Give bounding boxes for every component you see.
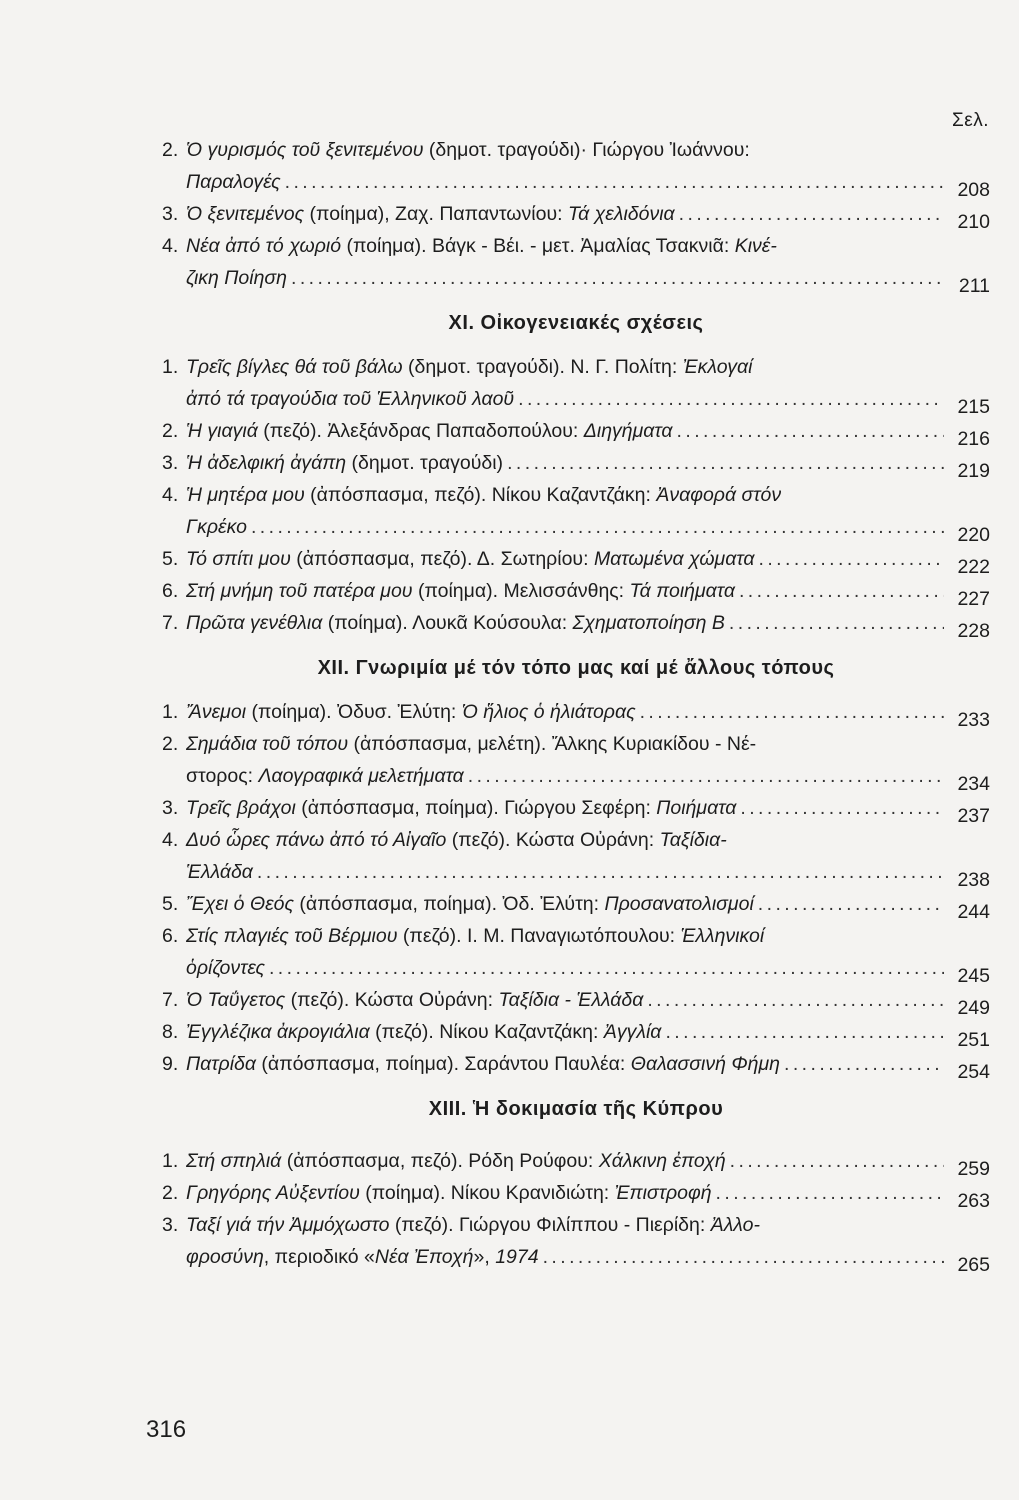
entry-work: Ταξίδια- [659,829,727,851]
entry-work-cont: ὁρίζοντες [186,957,265,979]
dot-leader [740,792,944,824]
toc-entry [162,447,990,482]
entry-source: (δημοτ. τραγούδι). Ν. Γ. Πολίτη: [402,356,683,378]
table-of-contents [162,134,990,1276]
entry-work: Ἐπιστροφή [614,1182,712,1204]
entry-source: (ἀπόσπασμα, ποίημα). Γιώργου Σεφέρη: [295,797,657,819]
entry-work: Ἀναφορά στόν [656,484,782,506]
toc-entry [162,198,990,233]
entry-title: Ἔχει ὁ Θεός [186,893,295,915]
entry-work-cont: ζικη Ποίηση [186,267,287,289]
entry-title: Ὁ ξενιτεμένος [186,203,305,225]
entry-source: (ἀπόσπασμα, ποίημα). Σαράντου Παυλέα: [256,1053,631,1075]
section-heading: XII. Γνωριμία μέ τόν τόπο μας καί μέ ἄλλους τόπους [317,657,835,679]
dot-leader [543,1241,944,1273]
toc-entry [162,415,990,450]
entry-number: 8. [162,1021,179,1043]
dot-leader [291,262,944,294]
dot-leader [257,856,944,888]
entry-number: 3. [162,203,179,225]
dot-leader [759,543,945,575]
entry-work-cont: Γκρέκο [186,516,247,538]
entry-page: 216 [957,428,990,450]
toc-entry [162,134,990,201]
entry-source: (πεζό). Γιώργου Φιλίππου - Πιερίδη: [389,1214,711,1236]
entry-work: Ταξίδια - Ἑλλάδα [498,989,644,1011]
entry-work: Ματωμένα χώματα [593,548,755,570]
entry-source: (πεζό). Νίκου Καζαντζάκη: [369,1021,604,1043]
entry-source: (πεζό). Κώστα Οὐράνη: [285,989,499,1011]
toc-entry [162,728,990,795]
entry-page: 233 [957,709,990,731]
entry-number: 1. [162,701,179,723]
dot-leader [647,984,944,1016]
entry-number: 6. [162,925,179,947]
dot-leader [739,575,944,607]
dot-leader [507,447,944,479]
dot-leader [758,888,944,920]
dot-leader [677,415,944,447]
dot-leader [518,383,944,415]
entry-number: 9. [162,1053,179,1075]
entry-page: 244 [957,901,990,923]
entry-title: Δυό ὧρες πάνω ἀπό τό Αἰγαῖο [186,829,447,851]
dot-leader [269,952,944,984]
toc-entry [162,607,990,642]
dot-leader [285,166,944,198]
entry-number: 5. [162,893,179,915]
entry-work: Ποιήματα [656,797,737,819]
entry-work: Χάλκινη ἐποχή [598,1150,726,1172]
entry-title: Ἐγγλέζικα ἀκρογιάλια [186,1021,370,1043]
entry-title: Ὁ γυρισμός τοῦ ξενιτεμένου [186,139,424,161]
toc-entry [162,888,990,923]
entry-page: 234 [957,773,990,795]
entry-page: 251 [957,1029,990,1051]
entry-source: (πεζό). Κώστα Οὐράνη: [446,829,660,851]
dot-leader [468,760,944,792]
entry-work: Σχηματοποίηση Β [572,612,725,634]
page-number: 316 [146,1416,187,1443]
entry-work: Θαλασσινή Φήμη [630,1053,781,1075]
entry-number: 1. [162,356,179,378]
entry-source: (ποίημα). Βάγκ - Βέι. - μετ. Ἀμαλίας Τσακνιᾶ: [341,235,735,257]
section-heading: XI. Οἰκογενειακές σχέσεις [448,312,704,334]
entry-work: Ὁ ἥλιος ὁ ἡλιάτορας [461,701,636,723]
toc-entry [162,543,990,578]
entry-work: Προσανατολισμοί [604,893,754,915]
entry-number: 5. [162,548,179,570]
entry-title: Πατρίδα [186,1053,257,1075]
entry-work: Τά ποιήματα [629,580,735,602]
entry-source: (δημοτ. τραγούδι) [346,452,504,474]
entry-work: Ἀλλο- [710,1214,760,1236]
entry-title: Γρηγόρης Αὐξεντίου [186,1182,360,1204]
toc-entry [162,1016,990,1051]
entry-page: 238 [957,869,990,891]
entry-page: 227 [957,588,990,610]
toc-entry [162,575,990,610]
entry-number: 3. [162,797,179,819]
entry-title: Ἄνεμοι [186,701,247,723]
entry-source: (δημοτ. τραγούδι)· Γιώργου Ἰωάννου: [423,139,750,161]
entry-title: Στή σπηλιά [186,1150,282,1172]
entry-page: 210 [957,211,990,233]
entry-page: 219 [957,460,990,482]
entry-work: Ἑλληνικοί [680,925,765,947]
entry-work-cont: φροσύνη [186,1246,264,1268]
entry-source: (ἀπόσπασμα, ποίημα). Ὀδ. Ἐλύτη: [294,893,605,915]
entry-number: 3. [162,1214,179,1236]
entry-page: 220 [957,524,990,546]
entry-title: Στή μνήμη τοῦ πατέρα μου [186,580,413,602]
entry-title: Ἡ γιαγιά [186,420,258,442]
entry-title: Ταξί γιά τήν Ἀμμόχωστο [186,1214,390,1236]
entry-page: 208 [957,179,990,201]
toc-entry [162,984,990,1019]
dot-leader [251,511,944,543]
entry-work: Τά χελιδόνια [567,203,675,225]
toc-entry [162,696,990,731]
entry-work: Ἐκλογαί [682,356,753,378]
entry-source: (ποίημα). Ὀδυσ. Ἐλύτη: [246,701,462,723]
entry-title: Στίς πλαγιές τοῦ Βέρμιου [186,925,398,947]
section-heading: XIII. Ἡ δοκιμασία τῆς Κύπρου [428,1098,724,1120]
entry-source: (πεζό). Ι. Μ. Παναγιωτόπουλου: [397,925,681,947]
dot-leader [665,1016,944,1048]
entry-work: Λαογραφικά μελετήματα [258,765,464,787]
entry-source: (ἀπόσπασμα, πεζό). Ρόδη Ρούφου: [281,1150,599,1172]
entry-number: 2. [162,733,179,755]
entry-number: 3. [162,452,179,474]
entry-page: 265 [957,1254,990,1276]
dot-leader [784,1048,944,1080]
entry-number: 4. [162,484,179,506]
toc-entry [162,920,990,987]
entry-work: Κινέ- [734,235,777,257]
entry-title: Ὁ Ταΰγετος [186,989,286,1011]
toc-entry [162,824,990,891]
entry-work-cont: Ἑλλάδα [186,861,253,883]
entry-title: Τρεῖς βράχοι [186,797,296,819]
toc-entry [162,479,990,546]
toc-entry [162,1145,990,1180]
entry-number: 7. [162,989,179,1011]
entry-title: Ἡ μητέρα μου [186,484,305,506]
entry-number: 6. [162,580,179,602]
entry-page: 228 [957,620,990,642]
entry-title: Τό σπίτι μου [186,548,291,570]
entry-number: 1. [162,1150,179,1172]
entry-number: 4. [162,829,179,851]
entry-number: 2. [162,139,179,161]
page-column-label: Σελ. [952,110,989,131]
entry-page: 215 [957,396,990,418]
entry-title: Τρεῖς βίγλες θά τοῦ βάλω [186,356,403,378]
entry-page: 237 [957,805,990,827]
entry-source: (ποίημα). Νίκου Κρανιδιώτη: [359,1182,615,1204]
entry-page: 249 [957,997,990,1019]
entry-periodical-prefix: , περιοδικό « [263,1246,375,1268]
entry-number: 2. [162,1182,179,1204]
entry-source: (ἀπόσπασμα, πεζό). Δ. Σωτηρίου: [290,548,594,570]
toc-entry [162,1048,990,1083]
entry-title: Σημάδια τοῦ τόπου [186,733,349,755]
entry-periodical-suffix: », [473,1246,496,1268]
toc-entry [162,1209,990,1276]
entry-page: 245 [957,965,990,987]
entry-source: (ποίημα), Ζαχ. Παπαντωνίου: [304,203,568,225]
entry-year: 1974 [495,1246,539,1268]
entry-source: (πεζό). Ἀλεξάνδρας Παπαδοπούλου: [257,420,584,442]
entry-title: Νέα ἀπό τό χωριό [186,235,342,257]
entry-title: Ἡ ἀδελφική ἀγάπη [186,452,347,474]
entry-work: Διηγήματα [583,420,673,442]
dot-leader [640,696,944,728]
entry-source-cont: στορος: [186,765,259,787]
entry-number: 4. [162,235,179,257]
entry-page: 259 [957,1158,990,1180]
entry-page: 222 [957,556,990,578]
entry-page: 254 [957,1061,990,1083]
toc-entry [162,792,990,827]
entry-number: 7. [162,612,179,634]
entry-periodical: Νέα Ἐποχή [374,1246,474,1268]
toc-entry [162,230,990,297]
spacer [162,1137,990,1145]
entry-work: Παραλογές [186,171,281,193]
entry-source: (ἀπόσπασμα, μελέτη). Ἄλκης Κυριακίδου - Νέ- [348,733,757,755]
entry-page: 263 [957,1190,990,1212]
dot-leader [729,607,944,639]
entry-number: 2. [162,420,179,442]
entry-page: 211 [958,275,990,297]
entry-work: Ἀγγλία [603,1021,662,1043]
entry-source: (ποίημα). Λουκᾶ Κούσουλα: [322,612,573,634]
toc-entry [162,1177,990,1212]
dot-leader [716,1177,944,1209]
toc-entry [162,351,990,418]
dot-leader [679,198,944,230]
entry-title: Πρῶτα γενέθλια [186,612,323,634]
entry-source: (ποίημα). Μελισσάνθης: [412,580,630,602]
dot-leader [730,1145,944,1177]
entry-source: (ἀπόσπασμα, πεζό). Νίκου Καζαντζάκη: [304,484,657,506]
entry-work-cont: ἀπό τά τραγούδια τοῦ Ἑλληνικοῦ λαοῦ [186,388,515,410]
